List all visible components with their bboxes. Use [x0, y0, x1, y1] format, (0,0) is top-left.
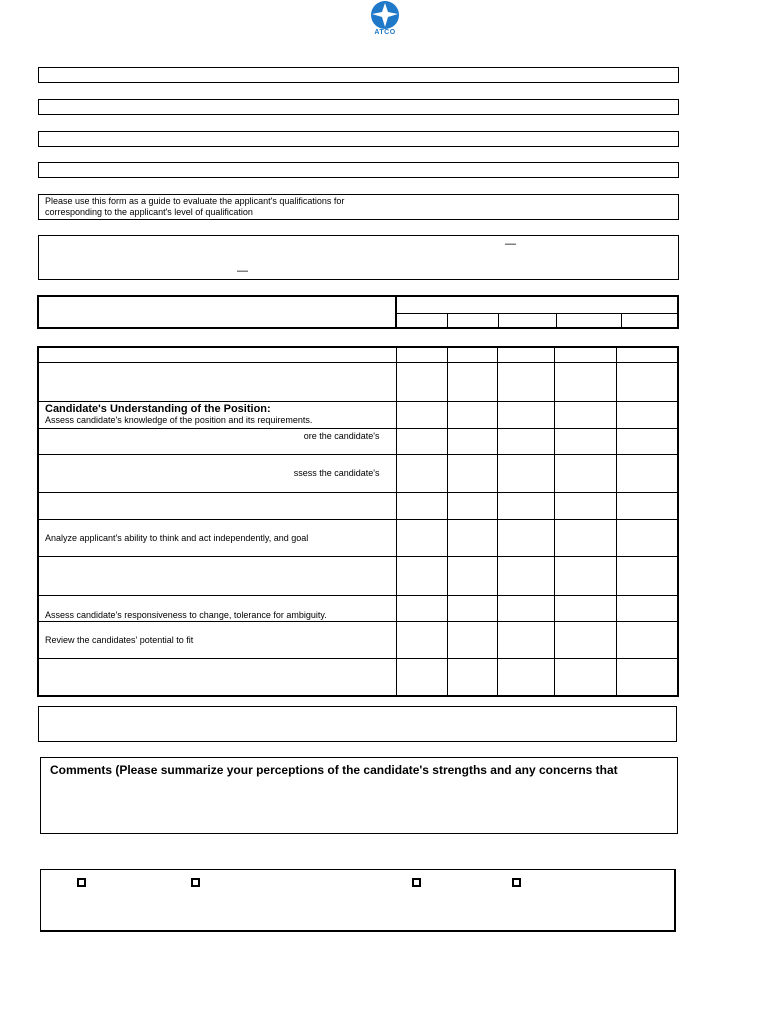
rating-dash-1: —	[505, 238, 516, 250]
header-field-3[interactable]	[38, 131, 679, 147]
table-row	[38, 658, 678, 696]
header-field-4[interactable]	[38, 162, 679, 178]
recommendation-checkbox-2[interactable]	[191, 878, 200, 887]
table-row	[38, 347, 678, 362]
criterion-label: ssess the candidate's	[38, 454, 396, 492]
rating-col-2	[448, 313, 499, 328]
instructions-box	[38, 194, 679, 220]
criterion-label: ore the candidate's	[38, 428, 396, 454]
understanding-title: Candidate's Understanding of the Position:	[45, 402, 271, 415]
criterion-label: Review the candidates' potential to fit	[38, 621, 396, 658]
table-row	[38, 556, 678, 595]
rating-dash-2: —	[237, 265, 248, 277]
table-row	[38, 621, 678, 658]
rating-col-1	[396, 313, 448, 328]
instructions-line-1: Please use this form as a guide to evaluate the applicant's qualifications for	[45, 196, 345, 206]
logo-emblem-icon	[362, 0, 408, 32]
evaluation-table	[37, 346, 679, 697]
rating-header-cell	[396, 296, 678, 313]
rating-col-5	[622, 313, 679, 328]
rating-col-3	[499, 313, 557, 328]
comments-title: Comments (Please summarize your perceptions of the candidate's strengths and any concerns that	[50, 763, 618, 777]
logo-text: ATCO	[374, 29, 396, 36]
instructions-line-2: corresponding to the applicant's level of qualification	[45, 207, 253, 217]
table-row	[38, 519, 678, 556]
header-field-1[interactable]	[38, 67, 679, 83]
criterion-label: Analyze applicant's ability to think and act independently, and goal	[38, 519, 396, 556]
rating-scale-box	[38, 235, 679, 280]
criterion-label: Assess candidate's responsiveness to change, tolerance for ambiguity.	[38, 595, 396, 621]
table-row	[38, 401, 678, 428]
header-field-2[interactable]	[38, 99, 679, 115]
header-label-cell	[38, 296, 396, 328]
recommendation-checkbox-3[interactable]	[412, 878, 421, 887]
recommendation-checkbox-4[interactable]	[512, 878, 521, 887]
table-row	[38, 428, 678, 454]
table-row	[38, 492, 678, 519]
recommendation-box	[40, 869, 676, 932]
comments-box[interactable]	[40, 757, 678, 834]
understanding-desc: Assess candidate's knowledge of the position and its requirements.	[45, 414, 313, 425]
rating-col-4	[557, 313, 622, 328]
table-row	[38, 454, 678, 492]
table-row	[38, 595, 678, 621]
overall-rating-box[interactable]	[38, 706, 677, 742]
atco-logo	[362, 0, 408, 40]
recommendation-checkbox-1[interactable]	[77, 878, 86, 887]
table-row	[38, 362, 678, 401]
candidate-header-table	[37, 295, 679, 329]
